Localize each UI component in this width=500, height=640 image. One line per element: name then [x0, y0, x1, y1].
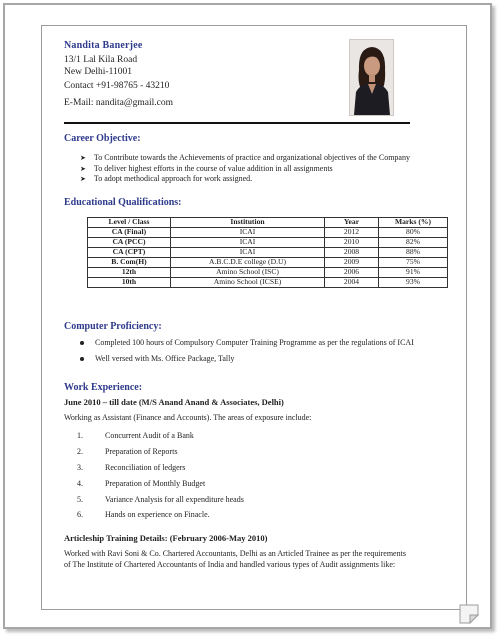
arrow-bullet-icon: ➤ [80, 165, 86, 173]
table-cell: Amino School (ICSE) [171, 278, 325, 288]
page-curl-icon [458, 603, 480, 625]
address-line-1: 13/1 Lal Kila Road [64, 55, 138, 65]
list-item: 2. Preparation of Reports [77, 447, 178, 456]
table-cell: 2012 [325, 228, 379, 238]
table-row [88, 278, 448, 288]
table-cell: Amino School (ISC) [171, 268, 325, 278]
list-item: ➤ To Contribute towards the Achievements of practice and organizational objectives of the Company [80, 153, 410, 162]
column-header: Marks (%) [379, 218, 448, 228]
work-period: June 2010 – till date (M/S Anand Anand & Associates, Delhi) [64, 397, 284, 407]
column-header: Institution [171, 218, 325, 228]
table-cell: A.B.C.D.E college (D.U) [171, 258, 325, 268]
list-item: 5. Variance Analysis for all expenditure heads [77, 495, 244, 504]
column-header: Level / Class [88, 218, 171, 228]
table-cell: 93% [379, 278, 448, 288]
column-header: Year [325, 218, 379, 228]
arrow-bullet-icon: ➤ [80, 175, 86, 183]
table-row [88, 248, 448, 258]
table-cell: 10th [88, 278, 171, 288]
table-cell: 91% [379, 268, 448, 278]
table-row [88, 228, 448, 238]
table-cell: CA (Final) [88, 228, 171, 238]
list-item: 4. Preparation of Monthly Budget [77, 479, 206, 488]
table-row [88, 268, 448, 278]
contact-number: Contact +91-98765 - 43210 [64, 81, 170, 91]
table-cell: 75% [379, 258, 448, 268]
table-cell: 82% [379, 238, 448, 248]
arrow-bullet-icon: ➤ [80, 154, 86, 162]
table-cell: 12th [88, 268, 171, 278]
bullet-icon [80, 357, 84, 361]
header-divider [64, 122, 410, 124]
table-cell: 2009 [325, 258, 379, 268]
list-item: Well versed with Ms. Office Package, Tally [80, 354, 234, 363]
table-row [88, 238, 448, 248]
list-item: ➤ To adopt methodical approach for work assigned. [80, 174, 253, 183]
list-item: 3. Reconciliation of ledgers [77, 463, 186, 472]
qualifications-table [87, 217, 448, 288]
table-cell: 88% [379, 248, 448, 258]
table-cell: 2008 [325, 248, 379, 258]
career-objective-heading: Career Objective: [64, 133, 141, 144]
table-cell: 80% [379, 228, 448, 238]
table-cell: ICAI [171, 248, 325, 258]
list-item: ➤ To deliver highest efforts in the course of value addition in all assignments [80, 164, 333, 173]
education-heading: Educational Qualifications: [64, 197, 182, 208]
list-item: 6. Hands on experience on Finacle. [77, 510, 210, 519]
address-line-2: New Delhi-11001 [64, 67, 132, 77]
articleship-text-line-1: Worked with Ravi Soni & Co. Chartered Accountants, Delhi as an Articled Trainee as per the requirements [64, 549, 406, 558]
table-cell: CA (CPT) [88, 248, 171, 258]
bullet-icon [80, 341, 84, 345]
articleship-heading: Articleship Training Details: (February 2006-May 2010) [64, 533, 268, 543]
table-cell: 2004 [325, 278, 379, 288]
table-cell: 2006 [325, 268, 379, 278]
table-cell: ICAI [171, 228, 325, 238]
table-row [88, 258, 448, 268]
table-cell: CA (PCC) [88, 238, 171, 248]
table-cell: B. Com(H) [88, 258, 171, 268]
page-border [41, 25, 467, 610]
work-experience-heading: Work Experience: [64, 382, 143, 393]
work-intro: Working as Assistant (Finance and Accounts). The areas of exposure include: [64, 413, 312, 422]
table-cell: 2010 [325, 238, 379, 248]
email-address: E-Mail: nandita@gmail.com [64, 98, 173, 108]
table-header-row [88, 218, 448, 228]
list-item: 1. Concurrent Audit of a Bank [77, 431, 194, 440]
profile-photo [349, 39, 394, 116]
articleship-text-line-2: of The Institute of Chartered Accountants of India and handled various types of Audit assignments like: [64, 560, 396, 569]
table-cell: ICAI [171, 238, 325, 248]
candidate-name: Nandita Banerjee [64, 40, 143, 51]
list-item: Completed 100 hours of Compulsory Computer Training Programme as per the regulations of ICAI [80, 338, 414, 347]
computer-proficiency-heading: Computer Proficiency: [64, 321, 162, 332]
